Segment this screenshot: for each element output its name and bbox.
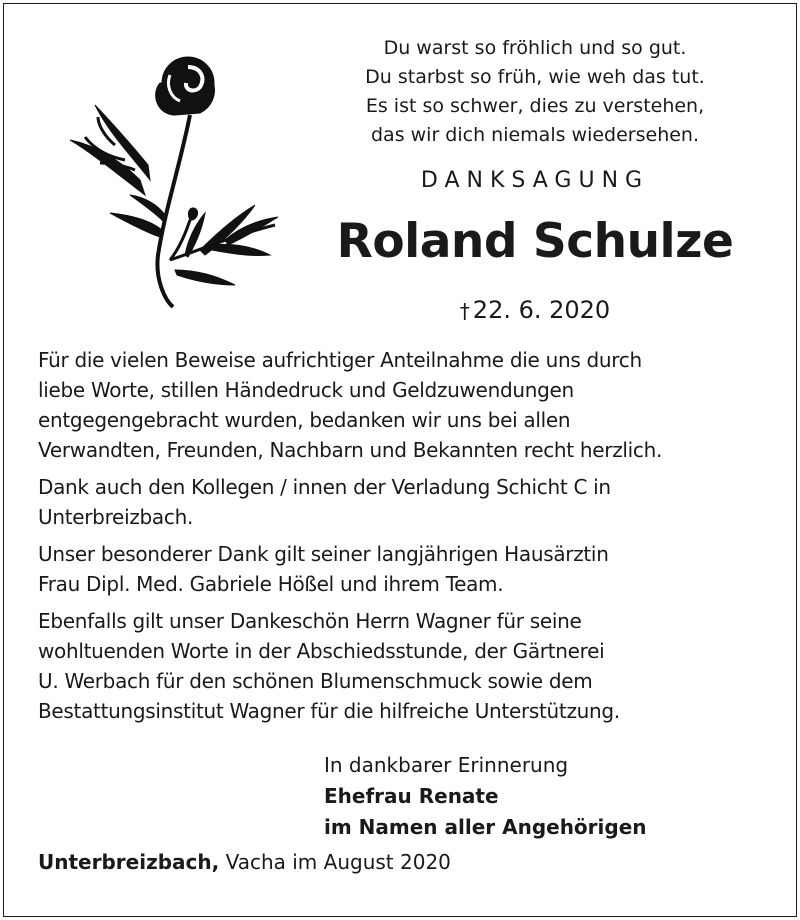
text-line: entgegengebracht wurden, bedanken wir uns bei allen [38,408,571,432]
body-text [38,345,778,733]
place-date-line [38,850,451,874]
text-line: Ebenfalls gilt unser Dankeschön Herrn Wagner für seine [38,609,582,633]
poem-line: Du warst so fröhlich und so gut. [383,37,687,59]
text-line: Für die vielen Beweise aufrichtiger Anteilnahme die uns durch [38,348,642,372]
paragraph [38,472,778,532]
place-primary: Unterbreizbach, [38,850,220,874]
paragraph [38,606,778,726]
poem-line: Es ist so schwer, dies zu verstehen, [365,95,705,117]
text-line: liebe Worte, stillen Händedruck und Geldzuwendungen [38,378,574,402]
text-line: Unterbreizbach. [38,505,194,529]
death-date: 22. 6. 2020 [472,296,611,324]
closing-intro: In dankbarer Erinnerung [324,753,569,777]
rose-icon [40,45,290,315]
paragraph [38,539,778,599]
text-line: Verwandten, Freunden, Nachbarn und Bekannten recht herzlich. [38,438,663,462]
signer-family: im Namen aller Angehörigen [324,815,647,839]
poem-line: Du starbst so früh, wie weh das tut. [365,66,705,88]
place-rest: Vacha im August 2020 [219,850,451,874]
heading: DANKSAGUNG [420,168,650,193]
text-line: U. Werbach für den schönen Blumenschmuck sowie dem [38,669,593,693]
poem-line: das wir dich niemals wiedersehen. [370,124,700,146]
death-date-line [300,296,770,324]
poem [300,34,770,150]
cross-icon: † [459,299,470,323]
text-line: Frau Dipl. Med. Gabriele Hößel und ihrem Team. [38,572,504,596]
text-line: Dank auch den Kollegen / innen der Verladung Schicht C in [38,475,611,499]
text-line: Bestattungsinstitut Wagner für die hilfreiche Unterstützung. [38,699,620,723]
deceased-name: Roland Schulze [336,214,734,269]
text-line: Unser besonderer Dank gilt seiner langjährigen Hausärztin [38,542,609,566]
signer-primary: Ehefrau Renate [324,784,499,808]
paragraph [38,345,778,465]
closing-block [324,750,647,843]
text-line: wohltuenden Worte in der Abschiedsstunde, der Gärtnerei [38,639,605,663]
